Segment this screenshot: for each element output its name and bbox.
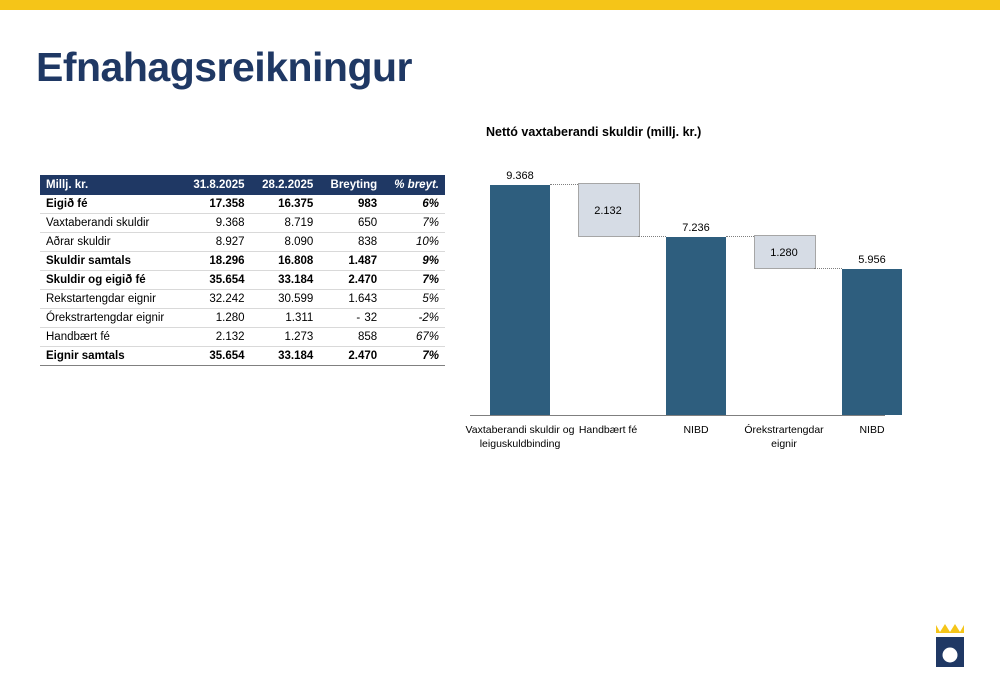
row-value-2: 8.090 — [251, 233, 320, 252]
row-value-1: 9.368 — [182, 214, 251, 233]
row-value-2: 16.375 — [251, 195, 320, 214]
chart-category-label-4: Órekstrartengdar eignir — [744, 424, 824, 450]
chart-title: Nettó vaxtaberandi skuldir (millj. kr.) — [486, 125, 702, 139]
row-value-4: 7% — [383, 271, 445, 290]
row-label: Rekstartengdar eignir — [40, 290, 182, 309]
row-value-1: 35.654 — [182, 271, 251, 290]
table-row — [40, 214, 445, 233]
row-value-1: 18.296 — [182, 252, 251, 271]
chart-plot-area — [465, 157, 930, 450]
row-label: Vaxtaberandi skuldir — [40, 214, 182, 233]
chart-connector-1 — [550, 184, 578, 185]
table-header-col4: % breyt. — [383, 175, 445, 195]
row-label: Aðrar skuldir — [40, 233, 182, 252]
row-value-3: - 32 — [319, 309, 383, 328]
row-label: Eigið fé — [40, 195, 182, 214]
table-header-col3: Breyting — [319, 175, 383, 195]
table-header-col1: 31.8.2025 — [182, 175, 251, 195]
table-row — [40, 195, 445, 214]
row-value-1: 1.280 — [182, 309, 251, 328]
row-value-3: 2.470 — [319, 347, 383, 366]
chart-bar-3 — [666, 237, 726, 415]
chart-category-label-1: Vaxtaberandi skuldir og leiguskuldbinding — [465, 424, 575, 450]
row-value-4: -2% — [383, 309, 445, 328]
page-title: Efnahagsreikningur — [36, 44, 413, 90]
table-row — [40, 271, 445, 290]
chart-bar-5 — [842, 269, 902, 415]
chart-bar-label-4: 1.280 — [770, 247, 798, 259]
row-value-4: 7% — [383, 214, 445, 233]
table-row — [40, 290, 445, 309]
row-value-4: 67% — [383, 328, 445, 347]
row-label: Eignir samtals — [40, 347, 182, 366]
table-row — [40, 347, 445, 366]
table-row — [40, 252, 445, 271]
company-logo — [926, 615, 974, 667]
chart-bar-1 — [490, 185, 550, 415]
table-header-row — [40, 175, 445, 195]
row-value-3: 983 — [319, 195, 383, 214]
balance-sheet-table-container — [40, 175, 445, 366]
row-value-4: 9% — [383, 252, 445, 271]
waterfall-chart — [465, 125, 930, 455]
table-row — [40, 309, 445, 328]
row-value-4: 7% — [383, 347, 445, 366]
table-row — [40, 328, 445, 347]
chart-category-label-2: Handbært fé — [578, 424, 638, 436]
row-label: Skuldir og eigið fé — [40, 271, 182, 290]
chart-bar-label-2: 2.132 — [594, 205, 622, 217]
row-label: Skuldir samtals — [40, 252, 182, 271]
row-value-2: 33.184 — [251, 347, 320, 366]
chart-category-label-5: NIBD — [859, 424, 885, 436]
row-value-1: 8.927 — [182, 233, 251, 252]
chart-connector-4 — [814, 268, 842, 269]
table-header-col2: 28.2.2025 — [251, 175, 320, 195]
chart-bar-label-5: 5.956 — [858, 254, 886, 266]
row-value-3: 2.470 — [319, 271, 383, 290]
row-value-3: 838 — [319, 233, 383, 252]
row-value-4: 10% — [383, 233, 445, 252]
row-label: Handbært fé — [40, 328, 182, 347]
row-value-3: 1.487 — [319, 252, 383, 271]
chart-bar-label-1: 9.368 — [506, 170, 534, 182]
row-value-3: 858 — [319, 328, 383, 347]
chart-connector-3 — [726, 236, 754, 237]
row-value-1: 35.654 — [182, 347, 251, 366]
chart-x-axis — [470, 415, 885, 416]
row-value-2: 8.719 — [251, 214, 320, 233]
chart-connector-2 — [638, 236, 666, 237]
row-value-2: 16.808 — [251, 252, 320, 271]
top-accent-bar — [0, 0, 1000, 10]
row-value-2: 30.599 — [251, 290, 320, 309]
row-value-4: 6% — [383, 195, 445, 214]
row-value-1: 2.132 — [182, 328, 251, 347]
row-value-1: 32.242 — [182, 290, 251, 309]
row-value-3: 1.643 — [319, 290, 383, 309]
balance-sheet-table — [40, 175, 445, 366]
row-label: Órekstrartengdar eignir — [40, 309, 182, 328]
row-value-1: 17.358 — [182, 195, 251, 214]
chart-bar-label-3: 7.236 — [682, 222, 710, 234]
row-value-2: 33.184 — [251, 271, 320, 290]
row-value-2: 1.311 — [251, 309, 320, 328]
row-value-4: 5% — [383, 290, 445, 309]
row-value-2: 1.273 — [251, 328, 320, 347]
table-header-label: Millj. kr. — [40, 175, 182, 195]
chart-category-label-3: NIBD — [683, 424, 709, 436]
table-row — [40, 233, 445, 252]
row-value-3: 650 — [319, 214, 383, 233]
